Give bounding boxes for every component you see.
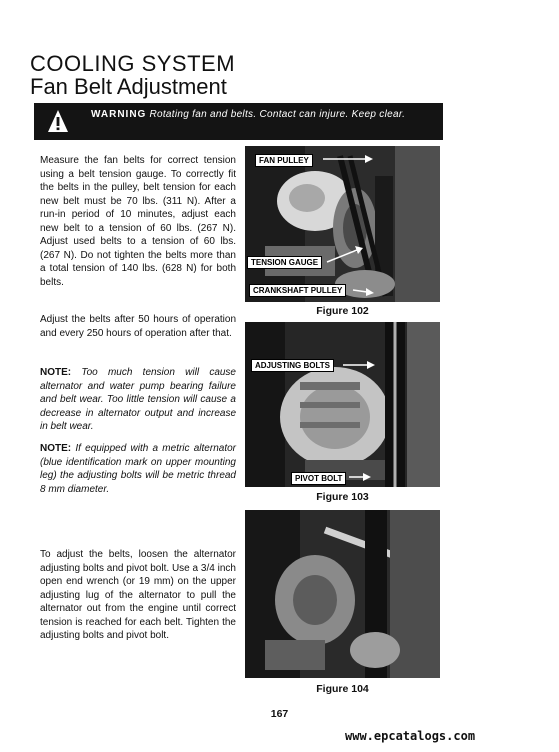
note-text: If equipped with a metric alternator (blue identification mark on upper mounting leg) the adjusting bolts will be metric thread 8 mm diameter.	[40, 443, 236, 495]
callout-tension-gauge: TENSION GAUGE	[247, 256, 322, 269]
note-tension	[40, 366, 236, 434]
callout-fan-pulley: FAN PULLEY	[255, 154, 313, 167]
figure-103-photo	[245, 322, 440, 487]
page-number: 167	[270, 708, 289, 720]
note-label: NOTE:	[40, 367, 72, 378]
callout-pivot-bolt: PIVOT BOLT	[291, 472, 346, 485]
paragraph-interval: Adjust the belts after 50 hours of operation and every 250 hours of operation after that.	[40, 314, 236, 339]
wrench-photo-illustration	[245, 510, 440, 678]
paragraph-adjust: To adjust the belts, loosen the alternator adjusting bolts and pivot bolt. Use a 3/4 inch open end wrench (or 19 mm) on the upper adjusting lug of the alternator to pull the alternator out from the engine until correct tension is reached for each belt. Tighten the adjusting bolts and pivot bolt.	[40, 549, 236, 641]
warning-icon	[47, 109, 69, 133]
warning-box	[34, 103, 443, 140]
figure-104-photo	[245, 510, 440, 678]
warning-text	[91, 108, 436, 122]
watermark-text: www.epcatalogs.com	[345, 729, 476, 743]
note-text: Too much tension will cause alternator and water pump bearing failure and belt wear. Too little tension will cause a decrease in alternator output and increase in belt wear.	[40, 367, 236, 432]
warning-message: Rotating fan and belts. Contact can injure. Keep clear.	[149, 109, 406, 120]
figure-102-caption: Figure 102	[316, 305, 369, 317]
note-label: NOTE:	[40, 443, 72, 454]
note-metric	[40, 442, 236, 496]
callout-adjusting-bolts: ADJUSTING BOLTS	[251, 359, 334, 372]
figure-104-caption: Figure 104	[316, 683, 369, 695]
figure-103-caption: Figure 103	[316, 491, 369, 503]
callout-arrows	[245, 322, 440, 487]
figure-102-photo	[245, 146, 440, 302]
section-subtitle: Fan Belt Adjustment	[30, 74, 227, 99]
section-title: COOLING SYSTEM	[30, 51, 236, 76]
paragraph-tension: Measure the fan belts for correct tension using a belt tension gauge. To correctly fit the belts in the pulley, belt tension for each new belt must be 70 lbs. (311 N). After a run-in period of 10 minutes, adjust each new belt to a tension of 60 lbs. (267 N). Adjust used belts to a tension of 60 lbs. (267 N). Do not tighten the belts more than a total tension of 140 lbs. (628 N) for both belts.	[40, 155, 236, 288]
callout-arrows	[245, 146, 440, 302]
callout-crankshaft-pulley: CRANKSHAFT PULLEY	[249, 284, 346, 297]
warning-label: WARNING	[91, 109, 147, 120]
